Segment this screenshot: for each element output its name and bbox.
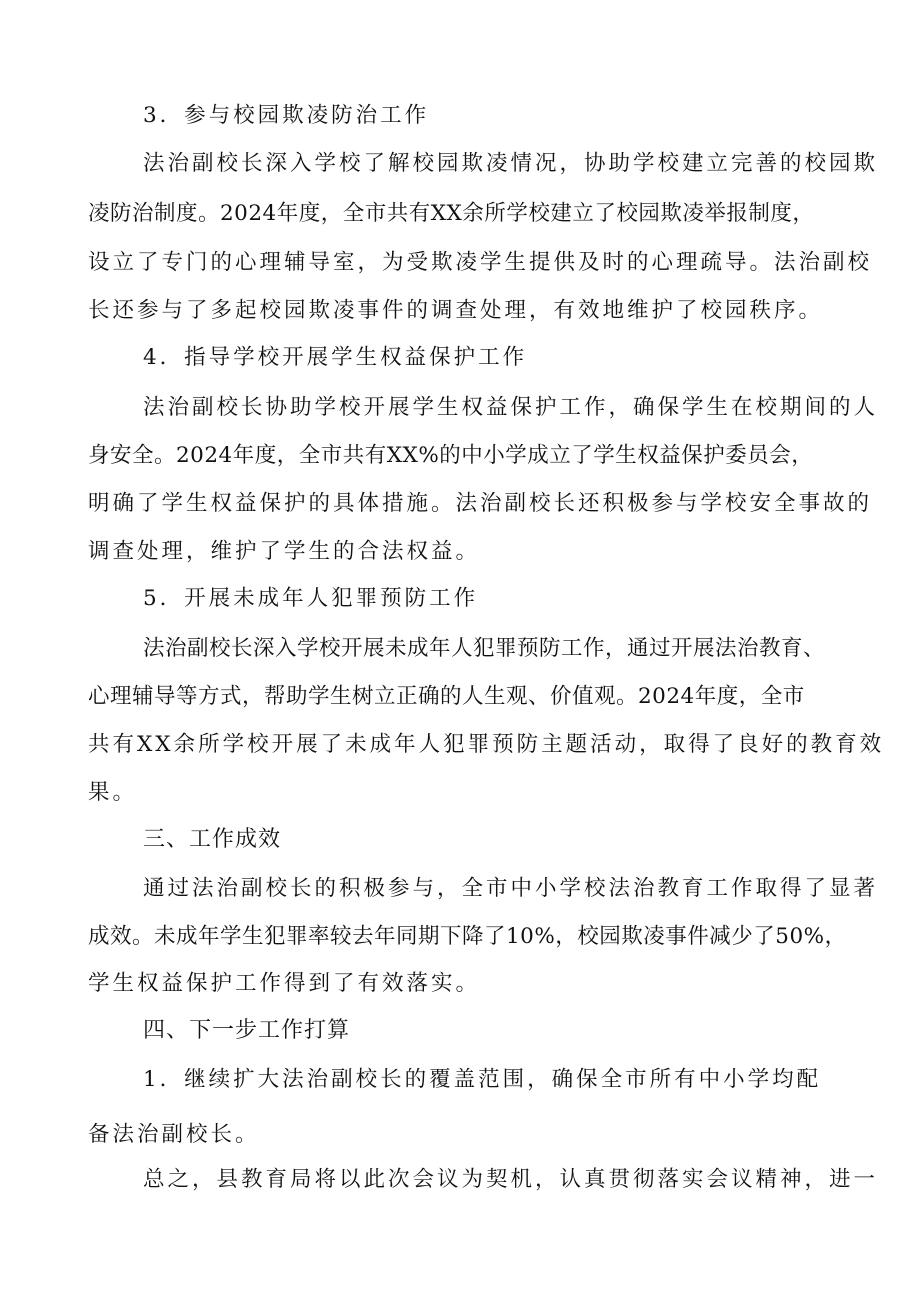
results-paragraph-line: 学生权益保护工作得到了有效落实。 [88, 971, 481, 996]
section-3-paragraph-line: 凌防治制度。2024年度，全市共有XX余所学校建立了校园欺凌举报制度， [88, 201, 815, 226]
section-4-title: 4．指导学校开展学生权益保护工作 [143, 345, 528, 370]
next-steps-item-line: 备法治副校长。 [88, 1122, 260, 1147]
section-3-paragraph-line: 法治副校长深入学校了解校园欺凌情况，协助学校建立完善的校园欺 [143, 151, 879, 176]
section-4-paragraph-line: 身安全。2024年度，全市共有XX%的中小学成立了学生权益保护委员会， [88, 443, 814, 468]
section-4-paragraph-line: 法治副校长协助学校开展学生权益保护工作，确保学生在校期间的人 [143, 395, 879, 420]
section-3-paragraph-line: 长还参与了多起校园欺凌事件的调查处理，有效地维护了校园秩序。 [88, 298, 824, 323]
section-3-title: 3．参与校园欺凌防治工作 [143, 103, 430, 128]
section-5-paragraph-line: 心理辅导等方式，帮助学生树立正确的人生观、价值观。2024年度，全市 [88, 684, 805, 709]
section-5-title: 5．开展未成年人犯罪预防工作 [143, 586, 479, 611]
next-steps-item-line: 1．继续扩大法治副校长的覆盖范围，确保全市所有中小学均配 [143, 1067, 822, 1092]
results-heading: 三、工作成效 [143, 827, 282, 852]
next-steps-heading: 四、下一步工作打算 [143, 1018, 351, 1043]
section-5-paragraph-line: 共有XX余所学校开展了未成年人犯罪预防主题活动，取得了良好的教育效 [88, 732, 885, 757]
section-4-paragraph-line: 调查处理，维护了学生的合法权益。 [88, 539, 481, 564]
results-paragraph-line: 通过法治副校长的积极参与，全市中小学校法治教育工作取得了显著 [143, 876, 879, 901]
section-3-paragraph-line: 设立了专门的心理辅导室，为受欺凌学生提供及时的心理疏导。法治副校 [88, 250, 873, 275]
section-5-paragraph-line: 果。 [88, 780, 138, 805]
results-paragraph-line: 成效。未成年学生犯罪率较去年同期下降了10%，校园欺凌事件减少了50%， [88, 924, 847, 949]
section-4-paragraph-line: 明确了学生权益保护的具体措施。法治副校长还积极参与学校安全事故的 [88, 491, 873, 516]
section-5-paragraph-line: 法治副校长深入学校开展未成年人犯罪预防工作，通过开展法治教育、 [143, 636, 826, 661]
conclusion-line: 总之，县教育局将以此次会议为契机，认真贯彻落实会议精神，进一 [143, 1167, 879, 1192]
